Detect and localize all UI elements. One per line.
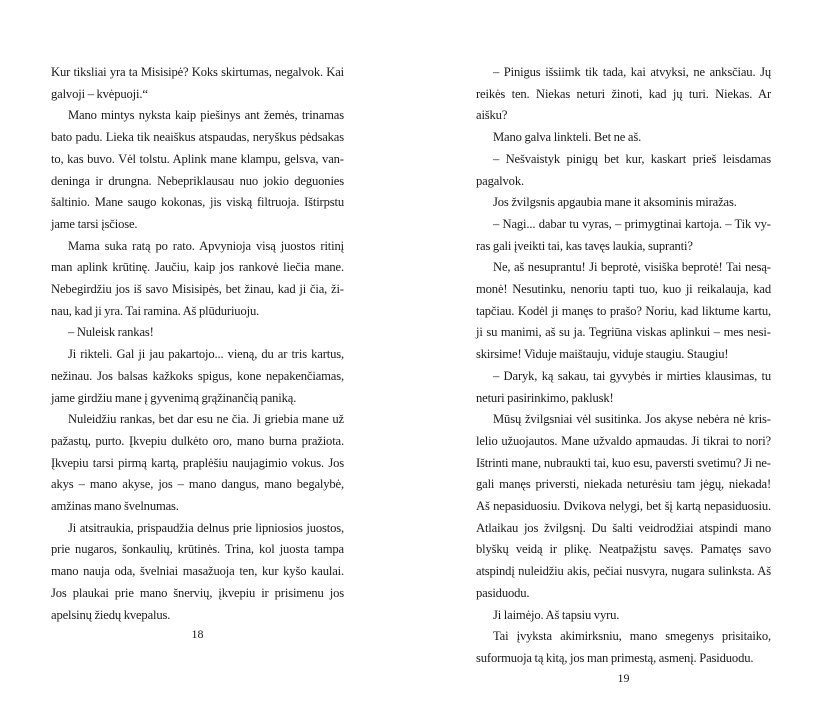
right-page xyxy=(476,62,771,685)
paragraph: – Nešvaistyk pinigų bet kur, kaskart prieš leisdamas pagalvok. xyxy=(476,151,771,188)
paragraph: Ji laimėjo. Aš tapsiu vyru. xyxy=(493,607,620,622)
paragraph: Mano mintys nyksta kaip piešinys ant žemės, trinamas bato padu. Lieka tik neaiškus atspaudas, neryškus pėdsakas to, kas buvo. Vėl tolstu. Aplink mane klampu, gelsva, vandeninga ir drungna. Nebepriklausau nuo jokio deguonies šaltinio. Mane saugo kokonas, jis viską filtruoja. Ištirpstu jame tarsi įsčiose. xyxy=(51,108,344,231)
paragraph: Ji rikteli. Gal ji jau pakartojo... vieną, du ar tris kartus, nežinau. Jos balsas kažkoks spigus, kone nepakenčiamas, jame girdžiu mane į gyvenimą grąžinančią paniką. xyxy=(51,347,344,405)
page-number-right: 19 xyxy=(617,670,630,685)
right-page-text xyxy=(476,62,771,670)
paragraph: – Daryk, ką sakau, tai gyvybės ir mirties klausimas, tu neturi pasirinkimo, paklusk! xyxy=(476,368,771,405)
paragraph: Mūsų žvilgsniai vėl susitinka. Jos akyse nebėra nė krislelio užuojautos. Mane užvaldo apmaudas. Ji tikrai to nori? Ištrinti mane, nubraukti tai, kuo esu, paversti svetimu? Ji negali manęs priversti, niekada neturėsiu tam jėgų, niekada! Aš nepasiduosiu. Dvikova nelygi, bet šį kartą nepasiduosiu. Atlaikau jos žvilgsnį. Du šalti veidrodžiai atspindi mano blyškų veidą ir plikę. Neatpažįstu savęs. Pamatęs savo atspindį nuleidžiu akis, pečiai nusvyra, nugara sulinksta. Aš pasiduodu. xyxy=(476,412,771,600)
paragraph: – Nagi... dabar tu vyras, – primygtinai kartoja. – Tik vyras gali įveikti tai, kas tavęs laukia, supranti? xyxy=(476,216,771,253)
paragraph: Mano galva linkteli. Bet ne aš. xyxy=(493,130,642,145)
paragraph: Kur tiksliai yra ta Misisipė? Koks skirtumas, negalvok. Kai galvoji – kvėpuoji.“ xyxy=(51,65,344,101)
paragraph: Mama suka ratą po rato. Apvynioja visą juostos ritinį man aplink krūtinę. Jaučiu, kaip jos rankovė liečia mane. Nebegirdžiu jos iš savo Misisipės, bet žinau, kad ji čia, žinau, kad ji yra. Tai ramina. Aš plūduriuoju. xyxy=(51,238,344,318)
page-number-left: 18 xyxy=(191,627,204,642)
paragraph: Tai įvyksta akimirksniu, mano smegenys prisitaiko, suformuoja tą kitą, jos man primestą, asmenį. Pasiduodu. xyxy=(476,629,771,665)
paragraph: Ne, aš nesuprantu! Ji beprotė, visiška beprotė! Tai nesąmonė! Nesutinku, nenoriu tapti tuo, kuo ji reikalauja, kad tapčiau. Kodėl ji manęs to prašo? Noriu, kad liktume kartu, ji su manimi, aš su ja. Tegriūna viskas aplinkui – mes nesiskirsime! Viduje maištauju, viduje staugiu. Staugiu! xyxy=(476,260,771,362)
paragraph: – Pinigus išsiimk tik tada, kai atvyksi, ne anksčiau. Jų reikės ten. Niekas neturi žinoti, kad jų turi. Niekas. Ar aišku? xyxy=(476,65,771,123)
paragraph: – Nuleisk rankas! xyxy=(68,325,154,340)
paragraph: Ji atsitraukia, prispaudžia delnus prie lipniosios juostos, prie nugaros, šonkaulių, krūtinės. Trina, kol juosta tampa mano nauja oda, švelniai masažuoja ten, kur kyšo kaulai. Jos plaukai prie mano šnervių, įkvepiu ir prisimenu jos apelsinų žiedų kvepalus. xyxy=(51,520,344,622)
left-page xyxy=(51,62,344,642)
left-page-text xyxy=(51,62,344,626)
paragraph: Nuleidžiu rankas, bet dar esu ne čia. Ji griebia mane už pažastų, purto. Įkvepiu dulkėto oro, mano burna pražiota. Įkvepiu tarsi pirmą kartą, praplėšiu naujagimio vokus. Jos akys – mano akyse, jos – mano dangus, mano begalybė, amžinas mano švelnumas. xyxy=(51,412,344,514)
paragraph: Jos žvilgsnis apgaubia mane it aksominis miražas. xyxy=(493,195,737,210)
